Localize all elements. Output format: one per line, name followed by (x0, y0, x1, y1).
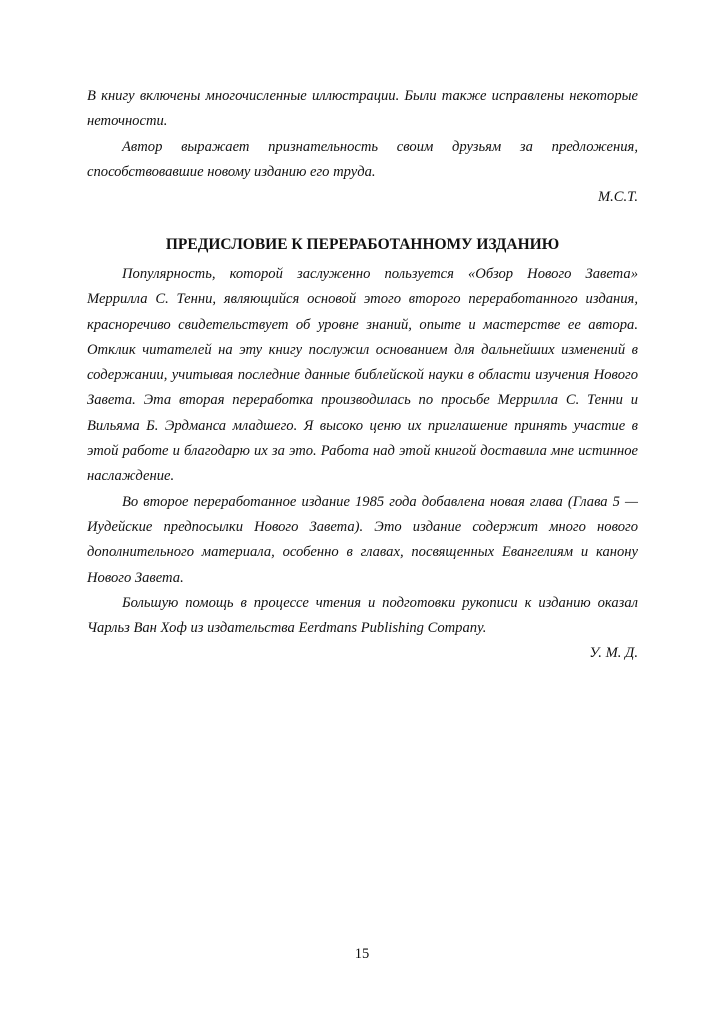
text-line: красноречиво свидетельствует об уровне знаний, опыте и мастерстве ее автора. (87, 316, 638, 333)
text-line: этой работе и благодарю их за это. Работа над этой книгой доставила мне истинное (87, 443, 638, 460)
section-text (87, 262, 638, 667)
text-line: Во второе переработанное издание 1985 года добавлена новая глава (Глава 5 — (122, 493, 638, 510)
text-line: Популярность, которой заслуженно пользуется «Обзор Нового Завета» (122, 266, 638, 282)
text-line: наслаждение. (87, 468, 175, 485)
text-line: Чарльз Ван Хоф из издательства Eerdmans Publishing Company. (87, 620, 487, 637)
text-line: Вильяма Б. Эрдманса младшего. Я высоко ценю их приглашение принять участие в (87, 417, 638, 434)
section-heading: ПРЕДИСЛОВИЕ К ПЕРЕРАБОТАННОМУ ИЗДАНИЮ (165, 236, 560, 253)
intro-text (87, 84, 638, 210)
intro-signature: М.С.Т. (597, 189, 638, 206)
text-line: Автор выражает признательность своим друзьям за предложения, (122, 138, 638, 155)
text-line: дополнительного материала, особенно в главах, посвященных Евангелиям и канону (87, 544, 638, 561)
page-number: 15 (354, 946, 370, 962)
text-line: Большую помощь в процессе чтения и подготовки рукописи к изданию оказал (122, 594, 638, 611)
text-line: Иудейские предпосылки Нового Завета). Это издание содержит много нового (87, 518, 638, 535)
section-signature: У. М. Д. (589, 645, 638, 662)
text-line: В книгу включены многочисленные иллюстрации. Были также исправлены некоторые (87, 88, 638, 104)
text-line: способствовавшие новому изданию его труда. (87, 163, 376, 180)
text-line: Нового Завета. (87, 569, 184, 586)
text-line: неточности. (87, 113, 168, 130)
text-line: содержании, учитывая последние данные библейской науки в области изучения Нового (87, 367, 638, 384)
text-line: Отклик читателей на эту книгу послужил основанием для дальнейших изменений в (87, 341, 638, 358)
text-line: Меррилла С. Тенни, являющийся основой этого второго переработанного издания, (87, 291, 638, 308)
text-line: Завета. Эта вторая переработка производилась по просьбе Меррилла С. Тенни и (87, 392, 638, 409)
